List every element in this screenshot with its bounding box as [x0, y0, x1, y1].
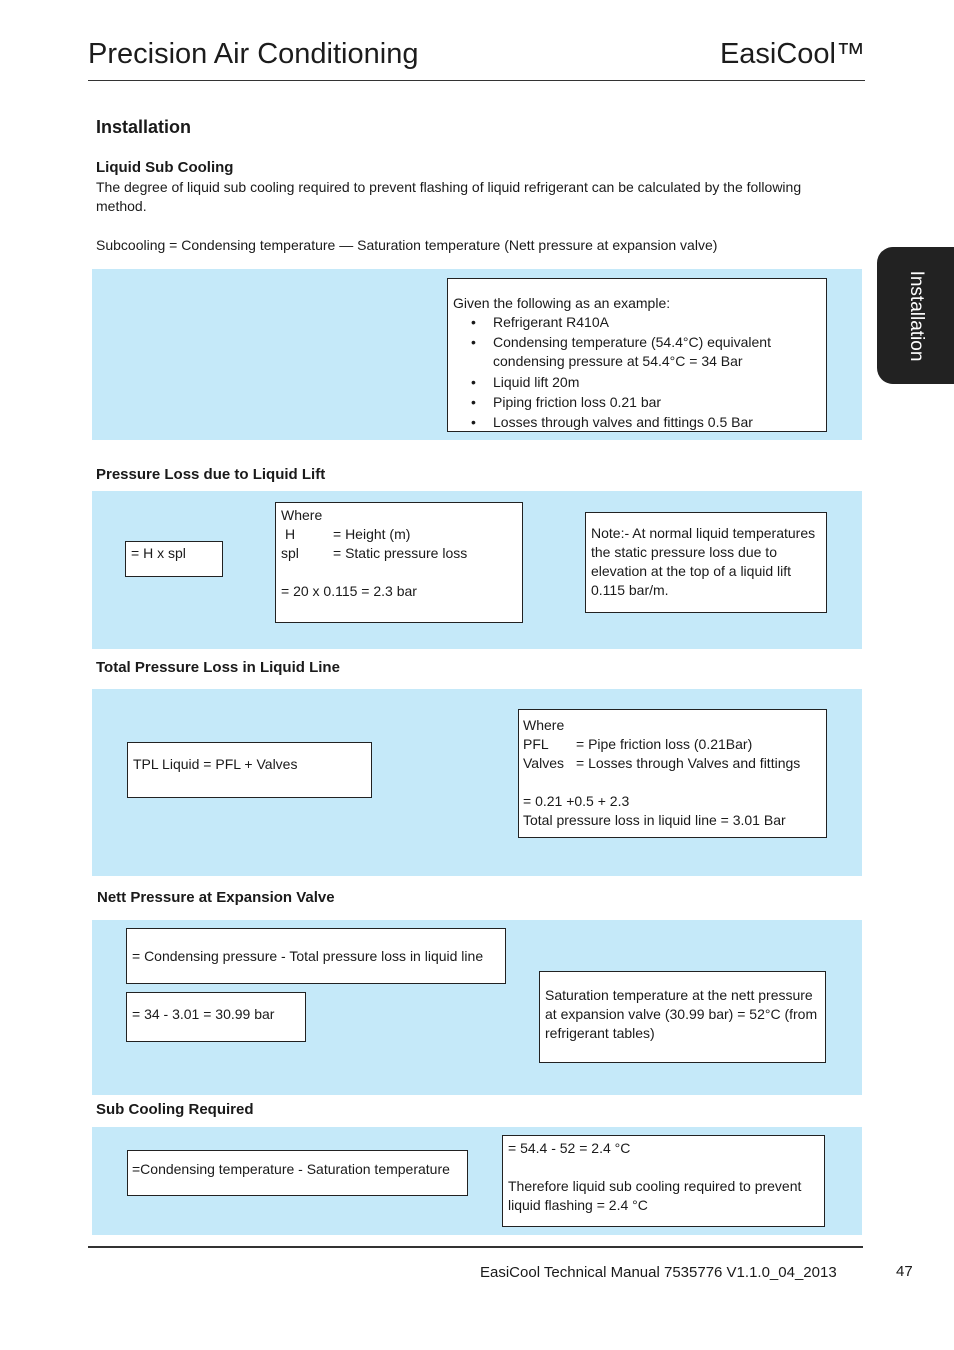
- pressure-loss-calc: = 20 x 0.115 = 2.3 bar: [281, 583, 417, 599]
- pressure-loss-formula-box: [125, 541, 223, 577]
- section-title: Installation: [96, 117, 192, 137]
- side-tab-label: Installation: [905, 270, 927, 361]
- nett-calc-box: [126, 992, 306, 1042]
- example-box: [447, 278, 827, 432]
- nett-formula-box: [126, 928, 506, 984]
- sub-cooling-formula-box: [127, 1150, 468, 1196]
- where-symbol: Valves: [523, 755, 564, 771]
- saturation-text: Saturation temperature at the nett pressure at expansion valve (30.99 bar) = 52°C (from refrigerant tables): [545, 987, 818, 1041]
- example-item: • Liquid lift 20m: [453, 373, 822, 392]
- tpl-result: Total pressure loss in liquid line = 3.01 Bar: [523, 812, 786, 828]
- example-list: [453, 313, 822, 432]
- sub-cooling-result-box: [502, 1135, 825, 1227]
- where-definition: = Losses through Valves and fittings: [576, 755, 801, 771]
- footer-manual-title: EasiCool Technical Manual 7535776 V1.1.0_04_2013: [480, 1264, 837, 1281]
- liquid-sub-cooling-intro: The degree of liquid sub cooling required to prevent flashing of liquid refrigerant can be calculated by the following method.: [96, 179, 802, 214]
- where-row-spl: [281, 544, 517, 563]
- where-symbol: PFL: [523, 736, 549, 752]
- pressure-loss-heading: Pressure Loss due to Liquid Lift: [96, 466, 326, 483]
- sub-cooling-conclusion: Therefore liquid sub cooling required to prevent liquid flashing = 2.4 °C: [508, 1178, 802, 1213]
- pressure-loss-note-box: [585, 512, 827, 613]
- saturation-box: [539, 971, 826, 1063]
- example-intro: Given the following as an example:: [453, 295, 671, 311]
- tpl-calc: = 0.21 +0.5 + 2.3: [523, 793, 630, 809]
- pressure-loss-note: Note:- At normal liquid temperatures the static pressure loss due to elevation at the top of a liquid lift 0.115 bar/m.: [591, 525, 816, 598]
- liquid-sub-cooling-heading: Liquid Sub Cooling: [96, 159, 234, 176]
- footer-divider: [88, 1246, 863, 1248]
- nett-calc: = 34 - 3.01 = 30.99 bar: [132, 1006, 275, 1022]
- page-number: 47: [896, 1263, 913, 1280]
- where-row-pfl: [523, 735, 822, 754]
- sub-cooling-formula: =Condensing temperature - Saturation temperature: [132, 1161, 450, 1177]
- side-tab-installation[interactable]: [877, 247, 954, 384]
- example-item: • Piping friction loss 0.21 bar: [453, 393, 822, 412]
- where-symbol: H: [285, 526, 296, 542]
- pressure-loss-where-box: [275, 502, 523, 623]
- nett-pressure-heading: Nett Pressure at Expansion Valve: [97, 889, 335, 906]
- nett-formula: = Condensing pressure - Total pressure loss in liquid line: [132, 948, 484, 964]
- total-pressure-loss-heading: Total Pressure Loss in Liquid Line: [96, 659, 340, 676]
- sub-cooling-calc: = 54.4 - 52 = 2.4 °C: [508, 1140, 631, 1156]
- example-item: • Condensing temperature (54.4°C) equivalent condensing pressure at 54.4°C = 34 Bar: [453, 333, 822, 371]
- where-row-valves: [523, 754, 822, 773]
- example-item: • Losses through valves and fittings 0.5 Bar: [453, 413, 822, 432]
- page-header-title: Precision Air Conditioning: [88, 38, 419, 70]
- where-definition: = Pipe friction loss (0.21Bar): [576, 736, 753, 752]
- pressure-loss-formula: = H x spl: [131, 545, 186, 561]
- sub-cooling-required-heading: Sub Cooling Required: [96, 1101, 254, 1118]
- tpl-where-box: [518, 709, 827, 838]
- subcooling-formula: Subcooling = Condensing temperature — Saturation temperature (Nett pressure at expansion valve): [96, 237, 718, 253]
- tpl-formula: TPL Liquid = PFL + Valves: [133, 756, 298, 772]
- where-row-h: [281, 525, 517, 544]
- example-item: • Refrigerant R410A: [453, 313, 822, 332]
- where-title: Where: [281, 507, 323, 523]
- tpl-formula-box: [127, 742, 372, 798]
- where-symbol: spl: [281, 545, 299, 561]
- where-definition: = Static pressure loss: [333, 545, 468, 561]
- where-title: Where: [523, 717, 565, 733]
- where-definition: = Height (m): [333, 526, 411, 542]
- header-divider: [88, 80, 865, 81]
- brand-name: EasiCool™: [719, 38, 865, 70]
